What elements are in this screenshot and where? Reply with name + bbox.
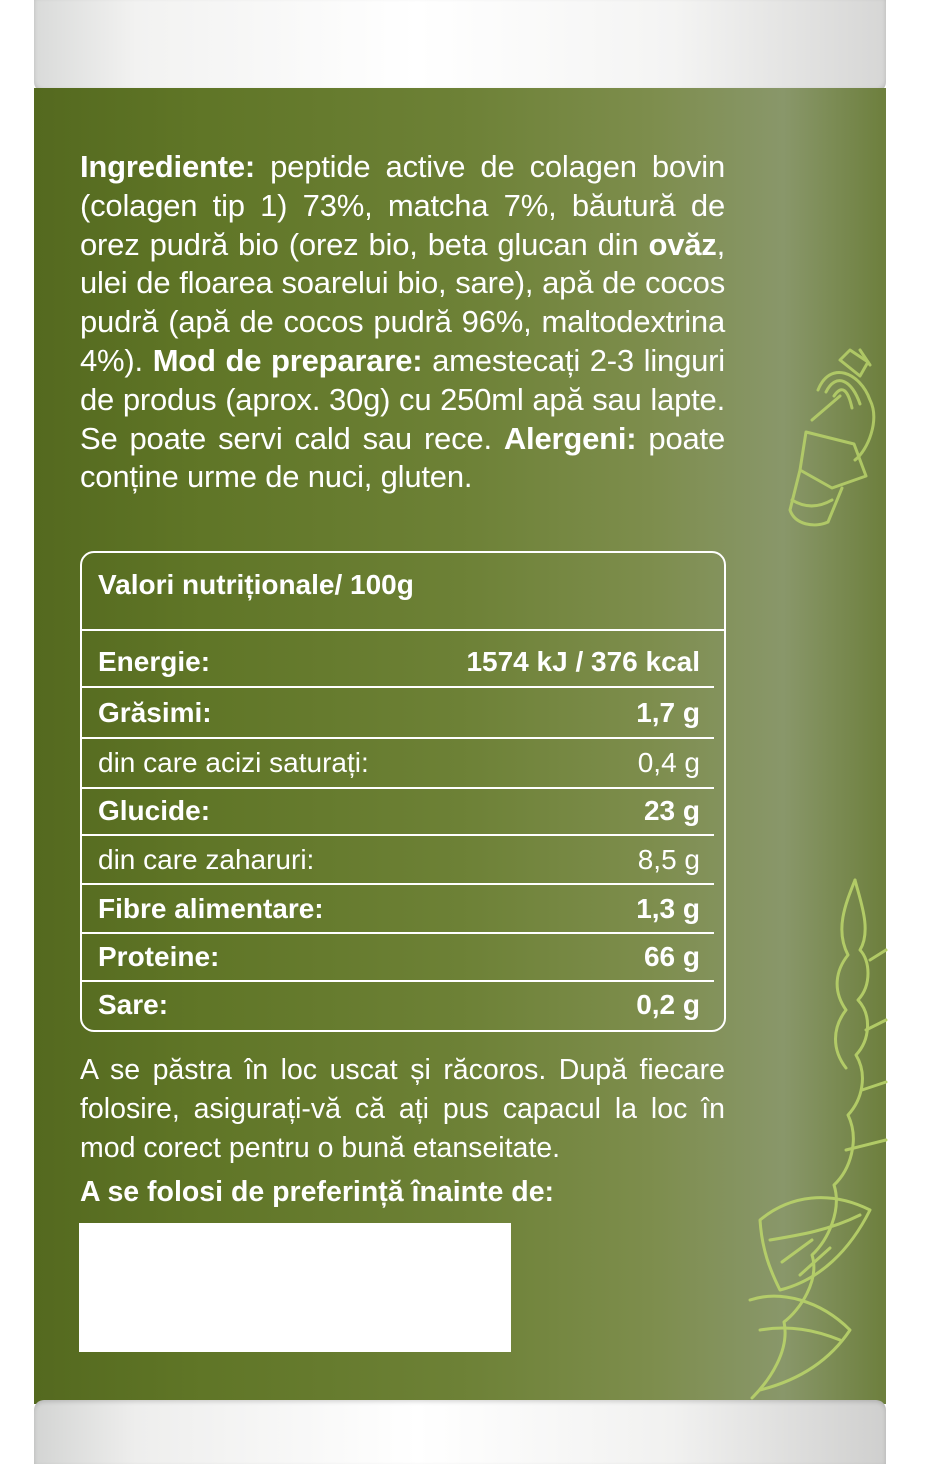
preparation-text: amestecați 2-3 linguri de produs (aprox. 30g) cu 250ml apă sau lapte. Se poate servi cald sau rece. <box>80 342 725 456</box>
best-before-date-box <box>79 1223 511 1352</box>
nutrition-row-name: Proteine: <box>98 940 220 972</box>
nutrition-row-name: Energie: <box>98 645 211 677</box>
nutrition-row-value: 23 g <box>643 794 700 826</box>
nutrition-row-fat <box>98 688 714 737</box>
nutrition-table <box>80 551 726 1032</box>
ingredients-text-part1: peptide active de colagen bovin (colagen tip 1) 73%, matcha 7%, băutură de orez pudră bio (orez bio, beta glucan din <box>80 149 725 262</box>
nutrition-row-name: din care acizi saturați: <box>98 746 369 778</box>
nutrition-row-value: 1,7 g <box>636 696 700 728</box>
allergens-label: Alergeni: <box>503 420 637 456</box>
nutrition-row-value: 0,2 g <box>636 988 700 1020</box>
ingredients-label: Ingrediente: <box>80 149 256 184</box>
nutrition-row-fibre <box>98 884 714 933</box>
ingredients-text-part2: , ulei de floarea soarelui bio, sare), apă de cocos pudră (apă de cocos pudră 96%, maltodextrina 4%). <box>80 226 725 378</box>
nutrition-row-value: 0,4 g <box>637 746 700 778</box>
nutrition-row-value: 1574 kJ / 376 kcal <box>466 645 700 677</box>
best-before-label: A se folosi de preferință înainte de: <box>80 1176 555 1208</box>
nutrition-row-energy <box>98 637 714 686</box>
nutrition-row-saturated <box>98 738 714 787</box>
nutrition-title-divider <box>82 629 724 631</box>
nutrition-row-sugars <box>98 835 714 884</box>
nutrition-row-value: 8,5 g <box>637 843 700 875</box>
nutrition-row-name: Glucide: <box>98 794 211 826</box>
nutrition-row-name: Fibre alimentare: <box>98 892 324 924</box>
allergens-text: poate conține urme de nuci, gluten. <box>80 420 725 495</box>
storage-instructions: A se păstra în loc uscat și răcoros. După fiecare folosire, asigurați-vă că ați pus capacul la loc în mod corect pentru o bună etanseitate. <box>80 1054 725 1164</box>
allergen-ovaz: ovăz <box>648 226 717 262</box>
nutrition-title: Valori nutriționale/ 100g <box>98 569 414 600</box>
preparation-label: Mod de preparare: <box>152 342 423 378</box>
nutrition-row-name: din care zaharuri: <box>98 843 315 875</box>
nutrition-row-name: Grăsimi: <box>98 696 212 728</box>
can-bottom-rim <box>34 1400 886 1464</box>
nutrition-row-name: Sare: <box>98 988 169 1020</box>
nutrition-row-value: 1,3 g <box>636 892 700 924</box>
ingredients-paragraph <box>80 148 725 497</box>
nutrition-row-carbs <box>98 786 714 835</box>
nutrition-row-protein <box>98 932 714 981</box>
nutrition-row-value: 66 g <box>643 940 700 972</box>
can-top-rim <box>34 0 886 92</box>
nutrition-row-salt <box>98 980 714 1029</box>
